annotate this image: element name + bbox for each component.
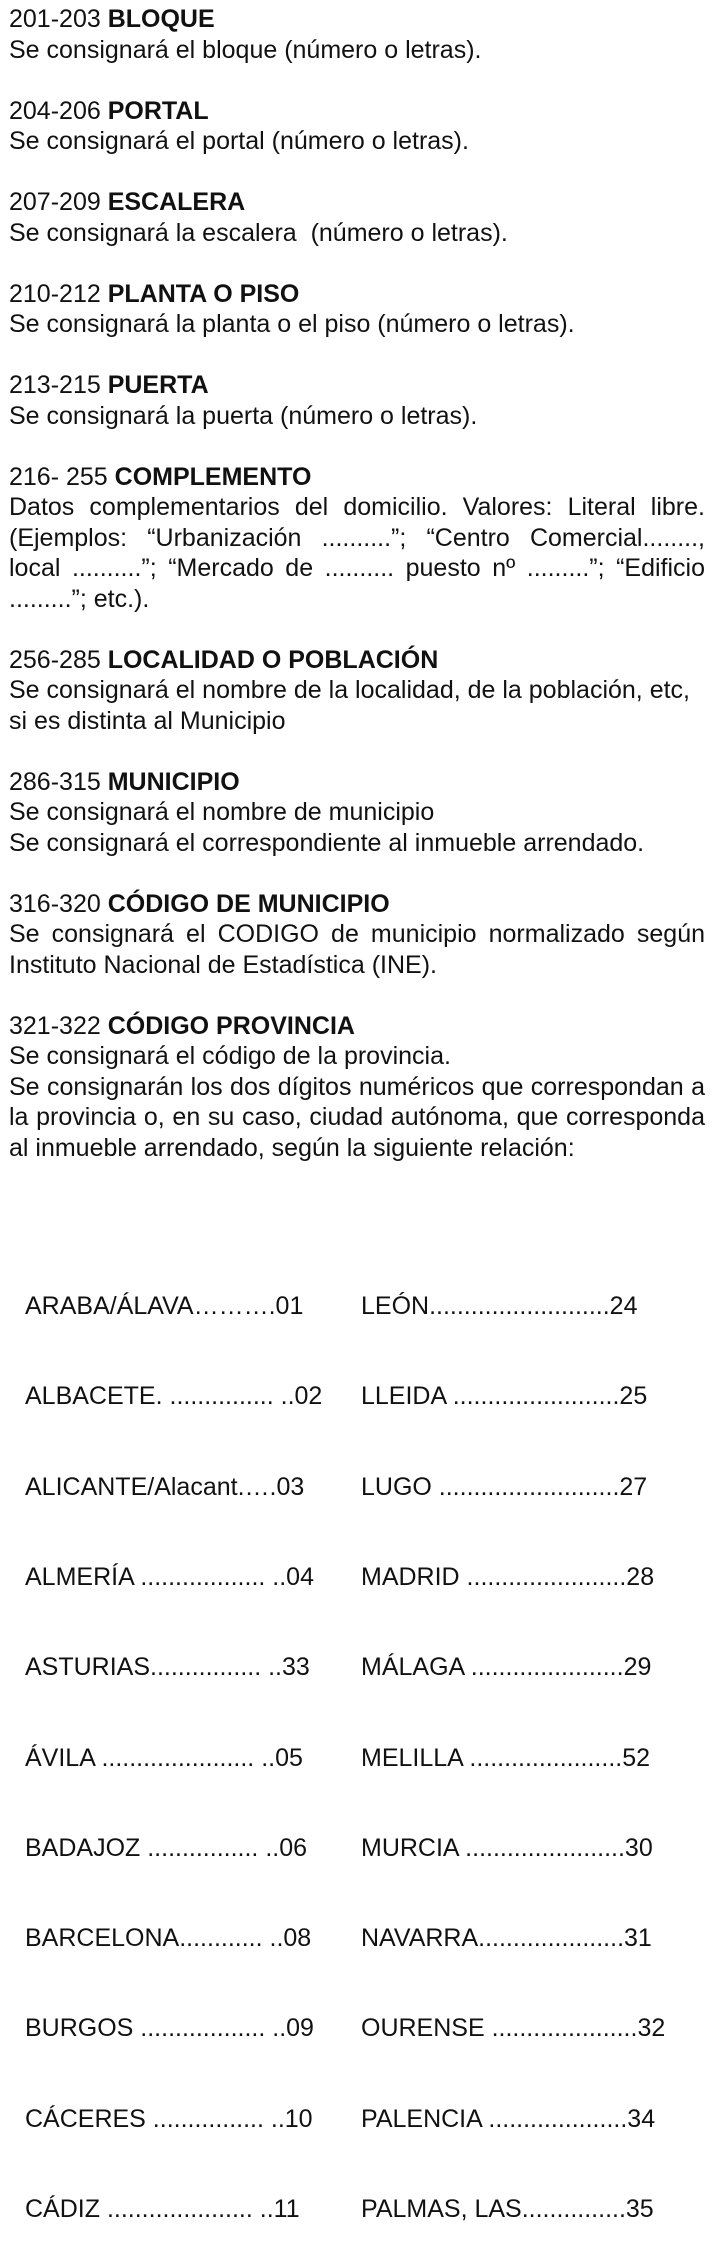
section-localidad — [9, 645, 705, 737]
province-row: CÁCERES ................ ..10 — [25, 2104, 313, 2133]
field-title: MUNICIPIO — [107, 767, 240, 796]
province-row: MADRID .......................28 — [361, 1563, 655, 1592]
section-heading — [9, 767, 705, 798]
field-title: CÓDIGO DE MUNICIPIO — [107, 889, 390, 918]
province-row: ALBACETE. ............... ..02 — [25, 1382, 323, 1411]
section-heading — [9, 279, 705, 310]
section-text: Se consignará el nombre de municipio — [9, 798, 435, 826]
section-text: Se consignará el CODIGO de municipio normalizado según Instituto Nacional de Estadística (INE). — [9, 920, 705, 979]
province-row: LEÓN..........................24 — [361, 1292, 638, 1321]
field-title: ESCALERA — [107, 188, 246, 216]
field-title: CÓDIGO PROVINCIA — [107, 1011, 355, 1040]
section-municipio — [9, 767, 705, 859]
section-text: Datos complementarios del domicilio. Valores: Literal libre.(Ejemplos: “Urbanización ..........”; “Centro Comercial........, local ..........”; “Mercado de .......... puesto nº .........”; “Edificio .........”; etc.). — [9, 493, 705, 613]
section-text: Se consignarán los dos dígitos numéricos que correspondan a la provincia o, en su caso, ciudad autónoma, que corresponda al inmueble arrendado, según la siguiente relación: — [9, 1072, 705, 1162]
section-text: Se consignará el código de la provincia. — [9, 1042, 451, 1070]
province-row: BURGOS .................. ..09 — [25, 2014, 314, 2043]
section-text: Se consignará el nombre de la localidad, de la población, etc, si es distinta al Municipio — [9, 676, 690, 735]
province-row: ÁVILA ...................... ..05 — [25, 1743, 303, 1772]
field-range: 286-315 — [9, 767, 101, 796]
section-codigo-provincia — [9, 1011, 705, 1164]
province-row: LUGO ..........................27 — [361, 1472, 648, 1501]
province-row: BADAJOZ ................ ..06 — [25, 1833, 308, 1862]
province-row: OURENSE .....................32 — [361, 2014, 666, 2043]
section-text: Se consignará el correspondiente al inmueble arrendado. — [9, 828, 645, 857]
section-text: Se consignará la planta o el piso (número o letras). — [9, 310, 575, 338]
field-range: 204-206 — [9, 96, 101, 125]
province-row: MÁLAGA ......................29 — [361, 1653, 652, 1682]
province-row: NAVARRA.....................31 — [361, 1924, 652, 1953]
field-title: BLOQUE — [107, 5, 215, 33]
province-row: ASTURIAS................ ..33 — [25, 1653, 310, 1682]
province-row: MURCIA .......................30 — [361, 1833, 653, 1862]
province-list-left — [25, 1231, 325, 2254]
field-range: 216- 255 — [9, 462, 108, 491]
field-range: 321-322 — [9, 1011, 101, 1040]
section-text: Se consignará la escalera (número o letras). — [9, 218, 508, 247]
section-heading — [9, 889, 705, 920]
section-portal — [9, 96, 705, 157]
field-title: PLANTA O PISO — [107, 279, 300, 308]
province-row: MELILLA ......................52 — [361, 1743, 651, 1772]
field-title: LOCALIDAD O POBLACIÓN — [107, 645, 439, 674]
province-row: PALENCIA ....................34 — [361, 2104, 656, 2133]
section-heading — [9, 462, 705, 493]
field-range: 207-209 — [9, 188, 101, 216]
section-codigo-municipio — [9, 889, 705, 981]
section-escalera — [9, 187, 705, 248]
section-heading — [9, 645, 705, 676]
document-body — [9, 4, 705, 1194]
field-title: PUERTA — [107, 371, 209, 399]
section-bloque — [9, 4, 705, 65]
province-list-right — [361, 1231, 666, 2254]
province-row: BARCELONA............ ..08 — [25, 1924, 312, 1953]
section-text: Se consignará la puerta (número o letras). — [9, 401, 478, 430]
province-row: ARABA/ÁLAVA……….01 — [25, 1292, 304, 1321]
section-complemento — [9, 462, 705, 615]
section-heading — [9, 370, 705, 401]
section-puerta — [9, 370, 705, 431]
province-row: LLEIDA ........................25 — [361, 1382, 648, 1411]
field-range: 316-320 — [9, 889, 101, 918]
section-heading — [9, 187, 705, 218]
section-text: Se consignará el bloque (número o letras). — [9, 35, 482, 64]
province-row: ALICANTE/Alacant.….03 — [25, 1472, 305, 1501]
field-range: 213-215 — [9, 371, 101, 399]
province-row: PALMAS, LAS...............35 — [361, 2195, 654, 2223]
field-title: COMPLEMENTO — [114, 462, 312, 491]
field-range: 201-203 — [9, 5, 101, 33]
province-row: ALMERÍA .................. ..04 — [25, 1563, 314, 1592]
section-heading — [9, 1011, 705, 1042]
field-range: 210-212 — [9, 279, 101, 308]
section-heading — [9, 96, 705, 127]
section-heading — [9, 4, 705, 35]
section-planta-piso — [9, 279, 705, 340]
field-title: PORTAL — [107, 96, 209, 125]
province-row: CÁDIZ ..................... ..11 — [25, 2195, 300, 2223]
field-range: 256-285 — [9, 645, 101, 674]
section-text: Se consignará el portal (número o letras). — [9, 127, 469, 155]
